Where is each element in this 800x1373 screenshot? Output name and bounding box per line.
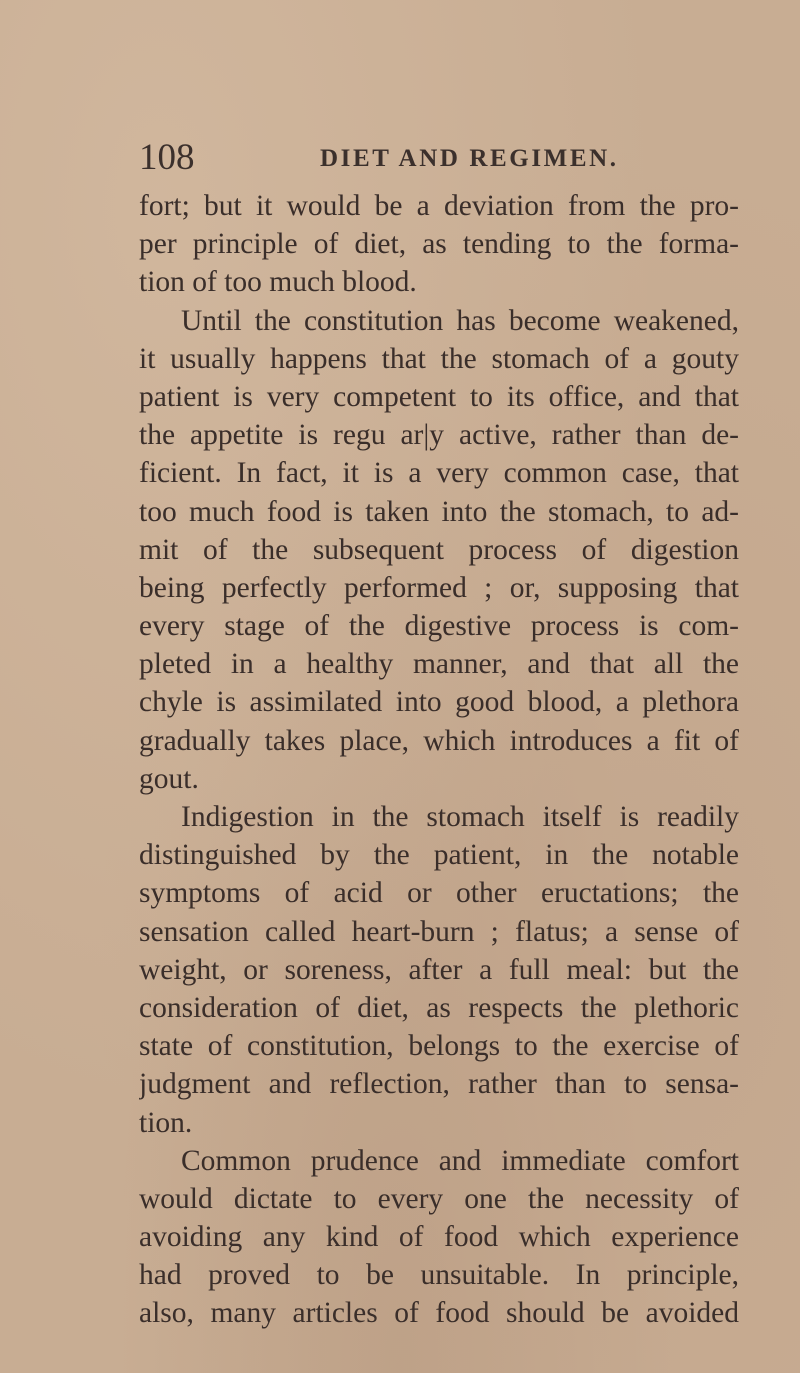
text-line: patient is very competent to its office, and that — [139, 380, 739, 413]
text-line: Common prudence and immediate comfort — [181, 1144, 739, 1177]
text-line: weight, or soreness, after a full meal: but the — [139, 953, 739, 986]
text-line: distinguished by the patient, in the notable — [139, 839, 739, 872]
text-line: mit of the subsequent process of digestion — [139, 533, 739, 566]
text-line: per principle of diet, as tending to the forma- — [139, 228, 739, 261]
text-line: being perfectly performed ; or, supposing that — [139, 571, 739, 604]
text-line: sensation called heart-burn ; flatus; a sense of — [139, 915, 739, 948]
text-line: state of constitution, belongs to the exercise of — [139, 1030, 739, 1063]
text-line: also, many articles of food should be avoided — [139, 1297, 739, 1330]
text-line: chyle is assimilated into good blood, a plethora — [139, 686, 739, 719]
text-line: fort; but it would be a deviation from the pro- — [139, 190, 739, 222]
text-line: tion of too much blood. — [139, 266, 417, 299]
text-line: would dictate to every one the necessity of — [139, 1182, 739, 1215]
text-line: tion. — [139, 1106, 193, 1139]
text-line: too much food is taken into the stomach, to ad- — [139, 495, 739, 528]
text-line: symptoms of acid or other eructations; the — [139, 877, 739, 910]
running-head — [139, 138, 739, 178]
text-line: gradually takes place, which introduces a fit of — [139, 724, 739, 757]
page-number: 108 — [139, 137, 195, 178]
text-line: the appetite is regu ar|y active, rather than de- — [139, 419, 739, 452]
text-line: it usually happens that the stomach of a gouty — [139, 342, 739, 375]
text-line: judgment and reflection, rather than to sensa- — [139, 1068, 739, 1101]
text-line: Indigestion in the stomach itself is readily — [181, 801, 739, 833]
text-line: gout. — [139, 762, 199, 795]
text-line: ficient. In fact, it is a very common case, that — [139, 457, 739, 490]
text-line: consideration of diet, as respects the plethoric — [139, 991, 739, 1024]
text-line: avoiding any kind of food which experience — [139, 1221, 739, 1254]
text-line: Until the constitution has become weakened, — [181, 304, 739, 337]
text-line: pleted in a healthy manner, and that all the — [139, 648, 739, 681]
running-title: DIET AND REGIMEN. — [320, 145, 619, 172]
text-line: had proved to be unsuitable. In principle, — [139, 1259, 739, 1292]
text-line: every stage of the digestive process is com- — [139, 610, 739, 643]
body-text — [139, 187, 739, 1333]
